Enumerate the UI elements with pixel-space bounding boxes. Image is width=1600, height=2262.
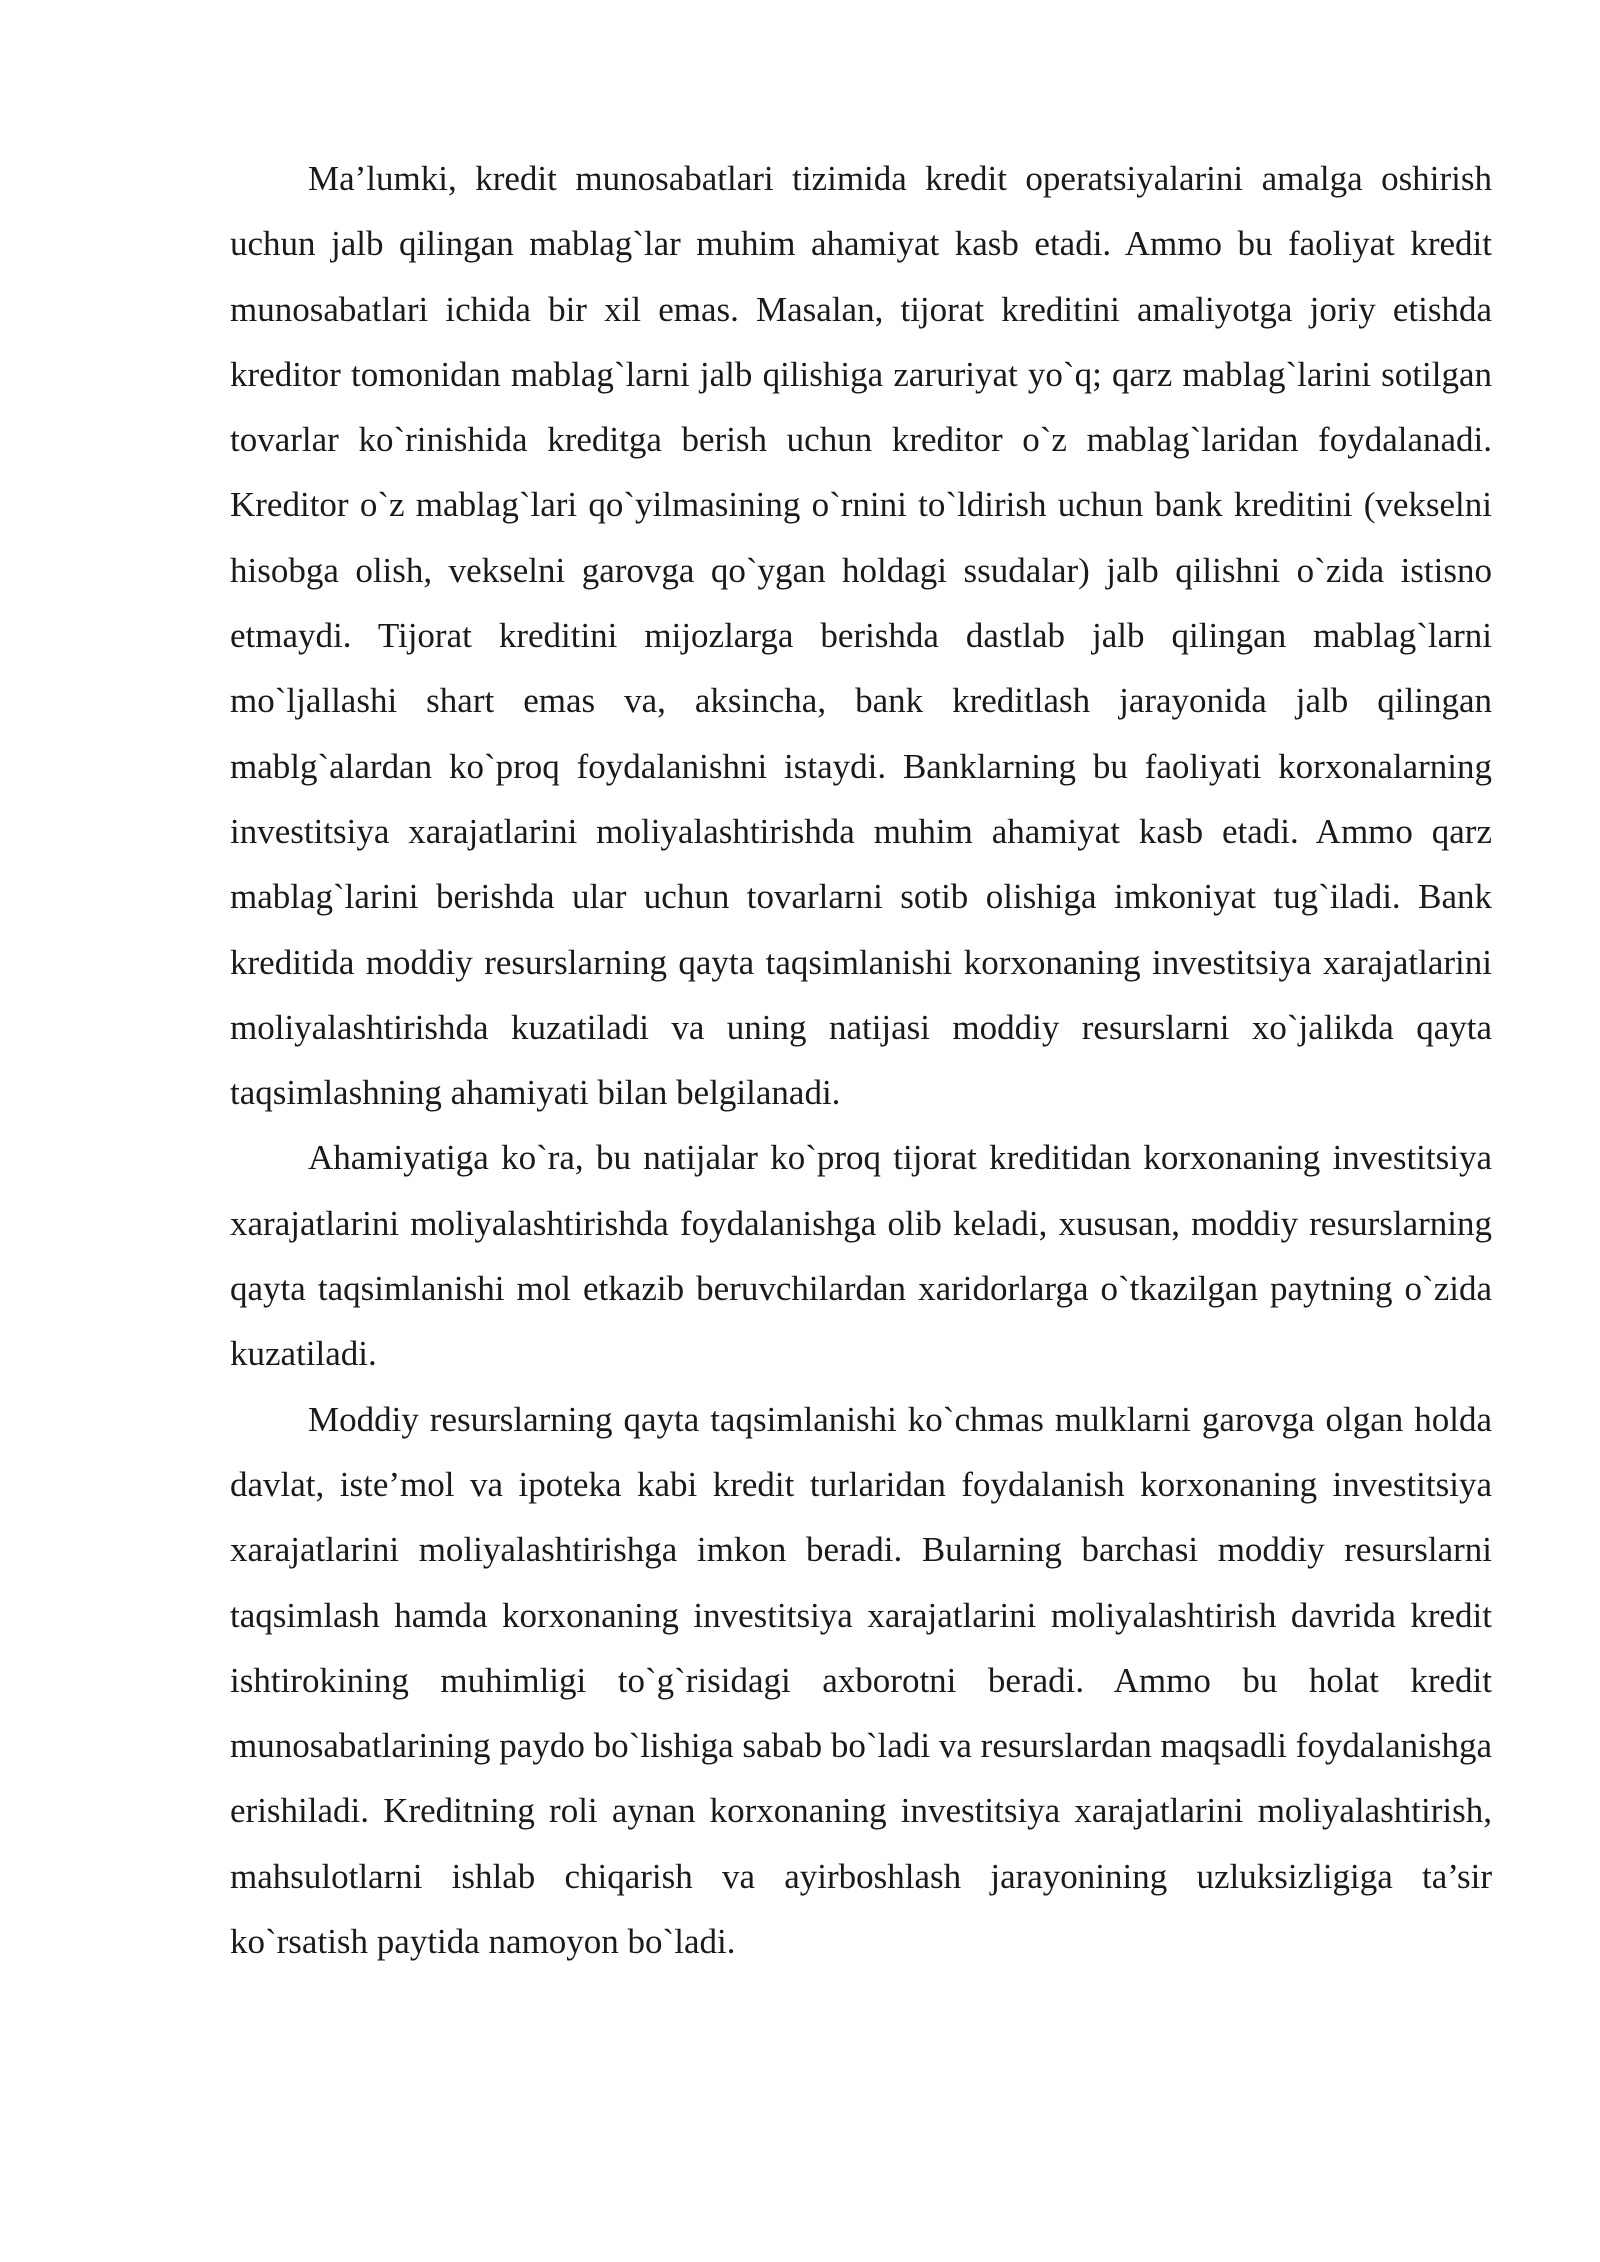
document-body (230, 146, 1492, 1974)
paragraph: Moddiy resurslarning qayta taqsimlanishi ko`chmas mulklarni garovga olgan holda davlat, iste’mol va ipoteka kabi kredit turlaridan foydalanish korxonaning investitsiya xarajatlarini moliyalashtirishga imkon beradi. Bularning barchasi moddiy resurslarni taqsimlash hamda korxonaning investitsiya xarajatlarini moliyalashtirish davrida kredit ishtirokining muhimligi to`g`risidagi axborotni beradi. Ammo bu holat kredit munosabatlarining paydo bo`lishiga sabab bo`ladi va resurslardan maqsadli foydalanishga erishiladi. Kreditning roli aynan korxonaning investitsiya xarajatlarini moliyalashtirish, mahsulotlarni ishlab chiqarish va ayirboshlash jarayonining uzluksizligiga ta’sir ko`rsatish paytida namoyon bo`ladi. (230, 1399, 1492, 1962)
paragraph: Ma’lumki, kredit munosabatlari tizimida kredit operatsiyalarini amalga oshirish uchun jalb qilingan mablag`lar muhim ahamiyat kasb etadi. Ammo bu faoliyat kredit munosabatlari ichida bir xil emas. Masalan, tijorat kreditini amaliyotga joriy etishda kreditor tomonidan mablag`larni jalb qilishiga zaruriyat yo`q; qarz mablag`larini sotilgan tovarlar ko`rinishida kreditga berish uchun kreditor o`z mablag`laridan foydalanadi. Kreditor o`z mablag`lari qo`yilmasining o`rnini to`ldirish uchun bank kreditini (vekselni hisobga olish, vekselni garovga qo`ygan holdagi ssudalar) jalb qilishni o`zida istisno etmaydi. Tijorat kreditini mijozlarga berishda dastlab jalb qilingan mablag`larni mo`ljallashi shart emas va, aksincha, bank kreditlash jarayonida jalb qilingan mablg`alardan ko`proq foydalanishni istaydi. Banklarning bu faoliyati korxonalarning investitsiya xarajatlarini moliyalashtirishda muhim ahamiyat kasb etadi. Ammo qarz mablag`larini berishda ular uchun tovarlarni sotib olishiga imkoniyat tug`iladi. Bank kreditida moddiy resurslarning qayta taqsimlanishi korxonaning investitsiya xarajatlarini moliyalashtirishda kuzatiladi va uning natijasi moddiy resurslarni xo`jalikda qayta taqsimlashning ahamiyati bilan belgilanadi. (230, 159, 1492, 1113)
paragraph: Ahamiyatiga ko`ra, bu natijalar ko`proq tijorat kreditidan korxonaning investitsiya xarajatlarini moliyalashtirishda foydalanishga olib keladi, xususan, moddiy resurslarning qayta taqsimlanishi mol etkazib beruvchilardan xaridorlarga o`tkazilgan paytning o`zida kuzatiladi. (230, 1138, 1492, 1374)
